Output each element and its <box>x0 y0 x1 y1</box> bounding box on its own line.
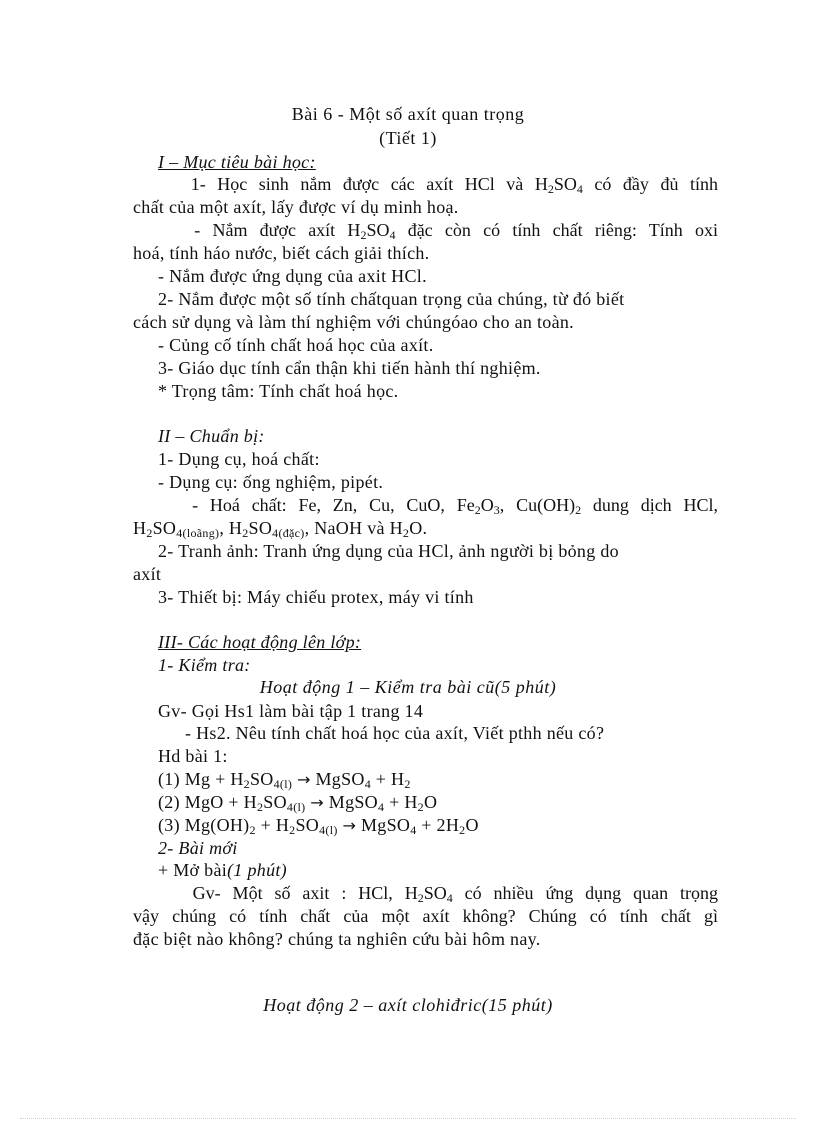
prep-chemicals: - Hoá chất: Fe, Zn, Cu, CuO, $Fe_2O_3$, $Cu(OH)_2$ dung dịch HCl, <box>192 495 719 517</box>
section-1-heading: I – Mục tiêu bài học: <box>158 152 316 172</box>
student-question: - Hs2. Nêu tính chất hoá học của axít, Viết pthh nếu có? <box>185 723 605 743</box>
objective-1-cont: chất của một axít, lấy được ví dụ minh hoạ. <box>133 197 459 217</box>
arrow-icon: → <box>296 770 311 789</box>
objective-3: 3- Giáo dục tính cẩn thận khi tiến hành thí nghiệm. <box>158 358 541 378</box>
prep-tools: - Dụng cụ: ống nghiệm, pipét. <box>158 472 384 492</box>
activity-1-title: Hoạt động 1 – Kiểm tra bài cũ(5 phút) <box>259 677 557 697</box>
objective-1c: - Nắm được ứng dụng của axit HCl. <box>158 266 427 286</box>
prep-1: 1- Dụng cụ, hoá chất: <box>158 449 320 469</box>
lesson-title: Bài 6 - Một số axít quan trọng <box>291 104 525 124</box>
page-edge <box>20 1118 796 1119</box>
section-2-heading: II – Chuẩn bị: <box>158 426 265 446</box>
objective-1b: - Nắm được axít $H_2SO_4$ đặc còn có tính chất riêng: Tính oxi <box>194 220 718 242</box>
teacher-intro-cont: vậy chúng có tính chất của một axít không? Chúng có tính chất gì <box>133 906 718 926</box>
prep-2-cont: axít <box>133 564 162 584</box>
focus-note: * Trọng tâm: Tính chất hoá học. <box>158 381 399 401</box>
lesson-period: (Tiết 1) <box>379 128 437 148</box>
objective-2b: - Củng cố tính chất hoá học của axít. <box>158 335 434 355</box>
subsection-new-lesson: 2- Bài mới <box>158 838 238 858</box>
prep-chemicals-cont: $H_2SO_{4(loãng)}$, $H_2SO_{4(đặc)}$, NaOH và $H_2O$. <box>133 518 428 540</box>
arrow-icon: → <box>310 793 324 812</box>
objective-2-cont: cách sử dụng và làm thí nghiệm với chúngóao cho an toàn. <box>133 312 574 332</box>
objective-1: 1- Học sinh nắm được các axít HCl và $H_2SO_4$ có đầy đủ tính <box>190 174 719 196</box>
prep-3: 3- Thiết bị: Máy chiếu protex, máy vi tính <box>158 587 474 607</box>
equation-3: (3) $Mg(OH)_2 + H_2SO_{4(l)}$ → MgSO$_4$ + $2H_2O$ <box>158 815 479 837</box>
subsection-check: 1- Kiểm tra: <box>158 655 251 675</box>
teacher-intro: Gv- Một số axit : HCl, $H_2SO_4$ có nhiều ứng dụng quan trọng <box>192 883 718 905</box>
equation-1: (1) $Mg + H_2SO_{4(l)}$ → MgSO$_4$ + $H_2$ <box>158 769 411 791</box>
arrow-icon: → <box>342 816 357 835</box>
intro-line: + Mở bài(1 phút) <box>158 860 287 880</box>
activity-2-title: Hoạt động 2 – axít clohiđric(15 phút) <box>263 995 553 1015</box>
answer-heading: Hd bài 1: <box>158 746 228 766</box>
teacher-intro-end: đặc biệt nào không? chúng ta nghiên cứu bài hôm nay. <box>133 929 541 949</box>
equation-2: (2) MgO + $H_2SO_{4(l)}$ → MgSO$_4$ + $H_2O$ <box>158 792 438 814</box>
teacher-question: Gv- Gọi Hs1 làm bài tập 1 trang 14 <box>158 701 424 721</box>
objective-1b-cont: hoá, tính háo nước, biết cách giải thích. <box>133 243 430 263</box>
prep-2: 2- Tranh ảnh: Tranh ứng dụng của HCl, ảnh người bị bỏng do <box>158 541 619 561</box>
objective-2: 2- Nắm được một số tính chấtquan trọng của chúng, từ đó biết <box>158 289 625 309</box>
section-3-heading: III- Các hoạt động lên lớp: <box>158 632 362 652</box>
